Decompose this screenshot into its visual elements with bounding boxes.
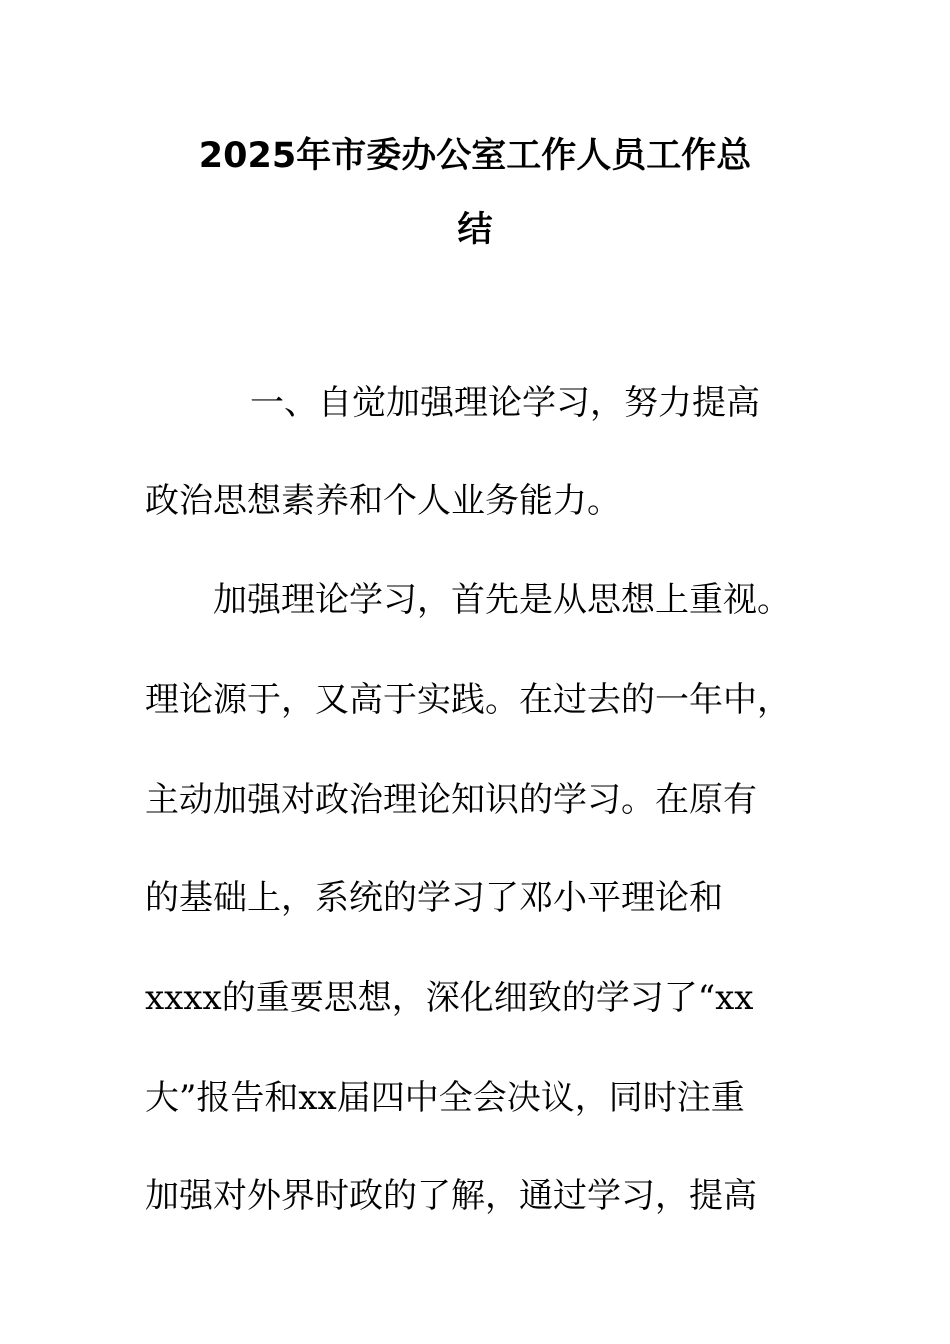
paragraph-line-1: 加强理论学习，首先是从思想上重视。 <box>213 580 791 620</box>
document-title-line-1: 2025年市委办公室工作人员工作总 <box>198 136 752 176</box>
paragraph-line-5: xxxx的重要思想，深化细致的学习了“xx <box>145 978 754 1018</box>
paragraph-line-6: 大”报告和xx届四中全会决议，同时注重 <box>145 1078 745 1118</box>
paragraph-line-7: 加强对外界时政的了解，通过学习，提高 <box>145 1176 757 1216</box>
paragraph-line-4: 的基础上，系统的学习了邓小平理论和 <box>145 878 723 918</box>
document-title-line-2: 结 <box>457 210 493 250</box>
paragraph-line-2: 理论源于，又高于实践。在过去的一年中， <box>145 680 791 720</box>
paragraph-line-3: 主动加强对政治理论知识的学习。在原有 <box>145 780 757 820</box>
section-heading-line-1: 一、自觉加强理论学习，努力提高 <box>250 383 760 423</box>
section-heading-line-2: 政治思想素养和个人业务能力。 <box>145 481 621 521</box>
